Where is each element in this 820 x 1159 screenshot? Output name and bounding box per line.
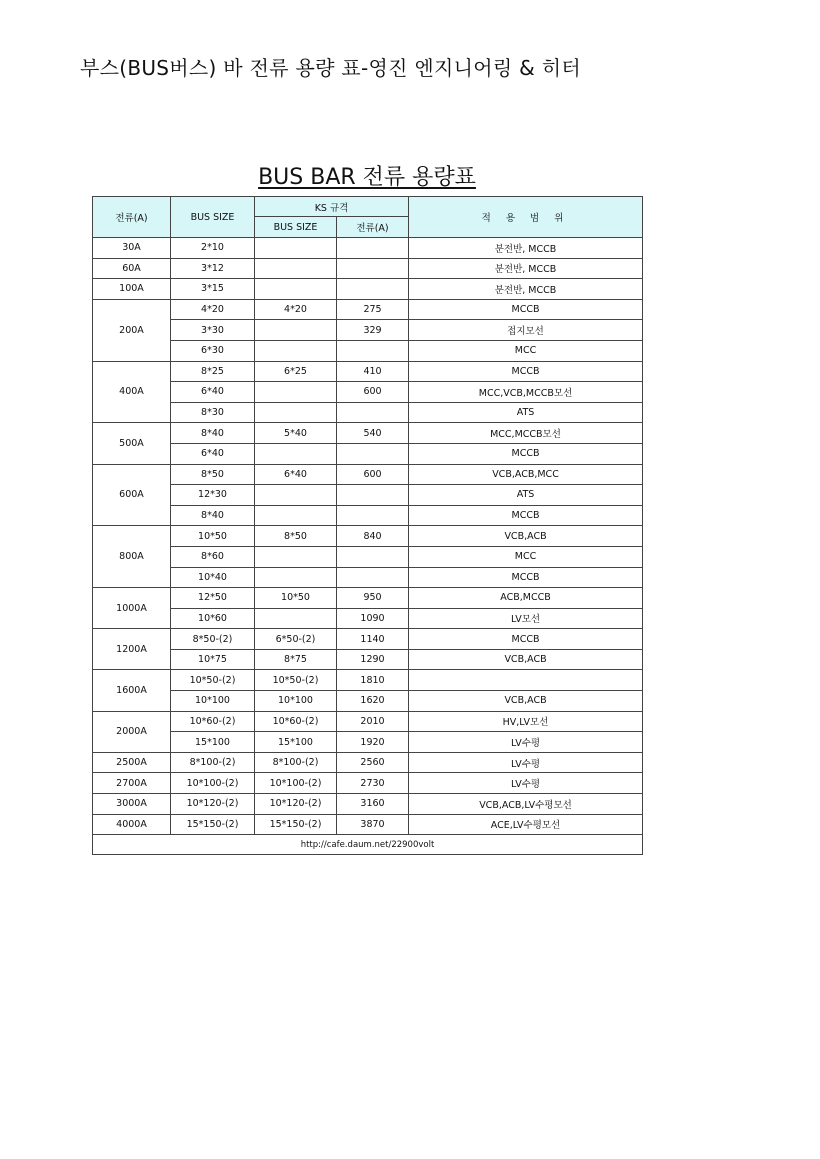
bus-size-cell: 10*60	[171, 608, 255, 629]
bus-size-cell: 4*20	[171, 299, 255, 320]
bus-size-cell: 15*100	[171, 732, 255, 753]
table-row	[93, 382, 643, 403]
ks-bus-size-cell: 15*150-(2)	[255, 814, 337, 835]
ks-bus-size-cell: 4*20	[255, 299, 337, 320]
ks-current-cell: 1140	[337, 629, 409, 650]
ks-bus-size-cell	[255, 546, 337, 567]
table-row	[93, 608, 643, 629]
ks-bus-size-cell: 10*120-(2)	[255, 794, 337, 815]
ks-current-cell: 2730	[337, 773, 409, 794]
ks-bus-size-cell: 15*100	[255, 732, 337, 753]
table-row	[93, 238, 643, 259]
header-ks-bus-size: BUS SIZE	[255, 217, 337, 238]
application-cell: 접지모선	[409, 320, 643, 341]
current-rating-cell: 3000A	[93, 794, 171, 815]
ks-current-cell	[337, 402, 409, 423]
ks-current-cell: 3160	[337, 794, 409, 815]
application-cell: MCC	[409, 340, 643, 361]
table-row	[93, 546, 643, 567]
bus-size-cell: 10*50-(2)	[171, 670, 255, 691]
ks-bus-size-cell: 8*75	[255, 649, 337, 670]
current-rating-cell: 400A	[93, 361, 171, 423]
bus-size-cell: 3*12	[171, 258, 255, 279]
bus-size-cell: 8*40	[171, 423, 255, 444]
table-row	[93, 711, 643, 732]
current-rating-cell: 1000A	[93, 588, 171, 629]
bus-size-cell: 8*60	[171, 546, 255, 567]
header-bus-size: BUS SIZE	[171, 197, 255, 238]
ks-bus-size-cell	[255, 443, 337, 464]
ks-bus-size-cell	[255, 567, 337, 588]
bus-bar-capacity-table	[92, 196, 643, 855]
application-cell: VCB,ACB	[409, 691, 643, 712]
application-cell: VCB,ACB	[409, 526, 643, 547]
current-rating-cell: 60A	[93, 258, 171, 279]
bus-size-cell: 12*50	[171, 588, 255, 609]
application-cell: VCB,ACB,LV수평모선	[409, 794, 643, 815]
application-cell: ACB,MCCB	[409, 588, 643, 609]
ks-current-cell: 600	[337, 464, 409, 485]
application-cell: LV수평	[409, 732, 643, 753]
application-cell	[409, 670, 643, 691]
ks-bus-size-cell: 10*100-(2)	[255, 773, 337, 794]
ks-current-cell: 1620	[337, 691, 409, 712]
bus-size-cell: 12*30	[171, 485, 255, 506]
table-row	[93, 794, 643, 815]
current-rating-cell: 200A	[93, 299, 171, 361]
application-cell: ATS	[409, 485, 643, 506]
table-row	[93, 691, 643, 712]
ks-bus-size-cell	[255, 382, 337, 403]
ks-current-cell: 275	[337, 299, 409, 320]
page-heading: 부스(BUS버스) 바 전류 용량 표-영진 엔지니어링 & 히터	[80, 56, 581, 80]
bus-size-cell: 10*75	[171, 649, 255, 670]
table-row	[93, 773, 643, 794]
header-current: 전류(A)	[93, 197, 171, 238]
ks-bus-size-cell	[255, 485, 337, 506]
application-cell: MCC,VCB,MCCB모선	[409, 382, 643, 403]
application-cell: 분전반, MCCB	[409, 238, 643, 259]
ks-current-cell: 329	[337, 320, 409, 341]
table-row	[93, 464, 643, 485]
ks-bus-size-cell: 6*25	[255, 361, 337, 382]
ks-bus-size-cell: 10*100	[255, 691, 337, 712]
current-rating-cell: 2000A	[93, 711, 171, 752]
bus-size-cell: 8*100-(2)	[171, 752, 255, 773]
current-rating-cell: 2500A	[93, 752, 171, 773]
table-row	[93, 629, 643, 650]
table-row	[93, 649, 643, 670]
application-cell: HV,LV모선	[409, 711, 643, 732]
ks-bus-size-cell: 6*40	[255, 464, 337, 485]
current-rating-cell: 600A	[93, 464, 171, 526]
current-rating-cell: 800A	[93, 526, 171, 588]
bus-size-cell: 10*120-(2)	[171, 794, 255, 815]
current-rating-cell: 4000A	[93, 814, 171, 835]
bus-size-cell: 6*40	[171, 443, 255, 464]
table-row	[93, 340, 643, 361]
ks-current-cell	[337, 340, 409, 361]
bus-size-cell: 3*15	[171, 279, 255, 300]
ks-current-cell	[337, 546, 409, 567]
bus-size-cell: 8*25	[171, 361, 255, 382]
bus-size-cell: 2*10	[171, 238, 255, 259]
table-body	[93, 238, 643, 835]
header-ks-standard: KS 규격	[255, 197, 409, 217]
current-rating-cell: 1200A	[93, 629, 171, 670]
table-footer-url: http://cafe.daum.net/22900volt	[93, 835, 643, 855]
ks-bus-size-cell	[255, 402, 337, 423]
bus-size-cell: 8*50	[171, 464, 255, 485]
ks-current-cell	[337, 485, 409, 506]
ks-bus-size-cell	[255, 505, 337, 526]
ks-bus-size-cell: 8*100-(2)	[255, 752, 337, 773]
ks-current-cell: 410	[337, 361, 409, 382]
ks-current-cell	[337, 258, 409, 279]
application-cell: MCCB	[409, 299, 643, 320]
table-row	[93, 258, 643, 279]
ks-current-cell: 540	[337, 423, 409, 444]
table-row	[93, 670, 643, 691]
current-rating-cell: 100A	[93, 279, 171, 300]
table-row	[93, 485, 643, 506]
application-cell: MCCB	[409, 443, 643, 464]
table-row	[93, 814, 643, 835]
ks-current-cell	[337, 279, 409, 300]
ks-current-cell	[337, 443, 409, 464]
ks-current-cell: 840	[337, 526, 409, 547]
ks-current-cell: 2010	[337, 711, 409, 732]
table-row	[93, 752, 643, 773]
application-cell: ATS	[409, 402, 643, 423]
application-cell: MCCB	[409, 361, 643, 382]
ks-bus-size-cell	[255, 238, 337, 259]
bus-size-cell: 3*30	[171, 320, 255, 341]
ks-bus-size-cell	[255, 320, 337, 341]
bus-size-cell: 10*100	[171, 691, 255, 712]
application-cell: LV모선	[409, 608, 643, 629]
ks-current-cell: 600	[337, 382, 409, 403]
header-ks-current: 전류(A)	[337, 217, 409, 238]
table-row	[93, 402, 643, 423]
ks-bus-size-cell: 10*50-(2)	[255, 670, 337, 691]
table-row	[93, 443, 643, 464]
current-rating-cell: 500A	[93, 423, 171, 464]
table-row	[93, 320, 643, 341]
ks-bus-size-cell: 5*40	[255, 423, 337, 444]
table-header	[93, 197, 643, 238]
current-rating-cell: 2700A	[93, 773, 171, 794]
table-row	[93, 526, 643, 547]
application-cell: LV수평	[409, 773, 643, 794]
application-cell: 분전반, MCCB	[409, 258, 643, 279]
application-cell: MCC,MCCB모선	[409, 423, 643, 444]
bus-size-cell: 6*30	[171, 340, 255, 361]
application-cell: MCCB	[409, 629, 643, 650]
application-cell: VCB,ACB	[409, 649, 643, 670]
ks-bus-size-cell	[255, 279, 337, 300]
ks-bus-size-cell	[255, 258, 337, 279]
table-row	[93, 299, 643, 320]
ks-current-cell	[337, 567, 409, 588]
header-application: 적 용 범 위	[409, 197, 643, 238]
ks-bus-size-cell	[255, 340, 337, 361]
ks-current-cell: 1810	[337, 670, 409, 691]
bus-size-cell: 8*40	[171, 505, 255, 526]
application-cell: MCCB	[409, 567, 643, 588]
ks-bus-size-cell	[255, 608, 337, 629]
table-row	[93, 588, 643, 609]
ks-current-cell	[337, 238, 409, 259]
application-cell: MCCB	[409, 505, 643, 526]
application-cell: 분전반, MCCB	[409, 279, 643, 300]
ks-current-cell: 1090	[337, 608, 409, 629]
ks-bus-size-cell: 8*50	[255, 526, 337, 547]
application-cell: VCB,ACB,MCC	[409, 464, 643, 485]
table-title: BUS BAR 전류 용량표	[258, 165, 476, 190]
ks-current-cell: 1290	[337, 649, 409, 670]
bus-size-cell: 8*30	[171, 402, 255, 423]
table-row	[93, 505, 643, 526]
bus-size-cell: 10*50	[171, 526, 255, 547]
bus-size-cell: 10*100-(2)	[171, 773, 255, 794]
table-row	[93, 361, 643, 382]
bus-size-cell: 8*50-(2)	[171, 629, 255, 650]
current-rating-cell: 30A	[93, 238, 171, 259]
ks-bus-size-cell: 10*60-(2)	[255, 711, 337, 732]
table-row	[93, 567, 643, 588]
bus-size-cell: 10*40	[171, 567, 255, 588]
ks-current-cell: 1920	[337, 732, 409, 753]
current-rating-cell: 1600A	[93, 670, 171, 711]
ks-current-cell: 2560	[337, 752, 409, 773]
application-cell: ACE,LV수평모선	[409, 814, 643, 835]
application-cell: MCC	[409, 546, 643, 567]
table-row	[93, 732, 643, 753]
table-row	[93, 423, 643, 444]
bus-size-cell: 10*60-(2)	[171, 711, 255, 732]
bus-size-cell: 15*150-(2)	[171, 814, 255, 835]
application-cell: LV수평	[409, 752, 643, 773]
ks-bus-size-cell: 10*50	[255, 588, 337, 609]
table-row	[93, 279, 643, 300]
bus-size-cell: 6*40	[171, 382, 255, 403]
ks-current-cell: 950	[337, 588, 409, 609]
ks-current-cell: 3870	[337, 814, 409, 835]
ks-current-cell	[337, 505, 409, 526]
ks-bus-size-cell: 6*50-(2)	[255, 629, 337, 650]
